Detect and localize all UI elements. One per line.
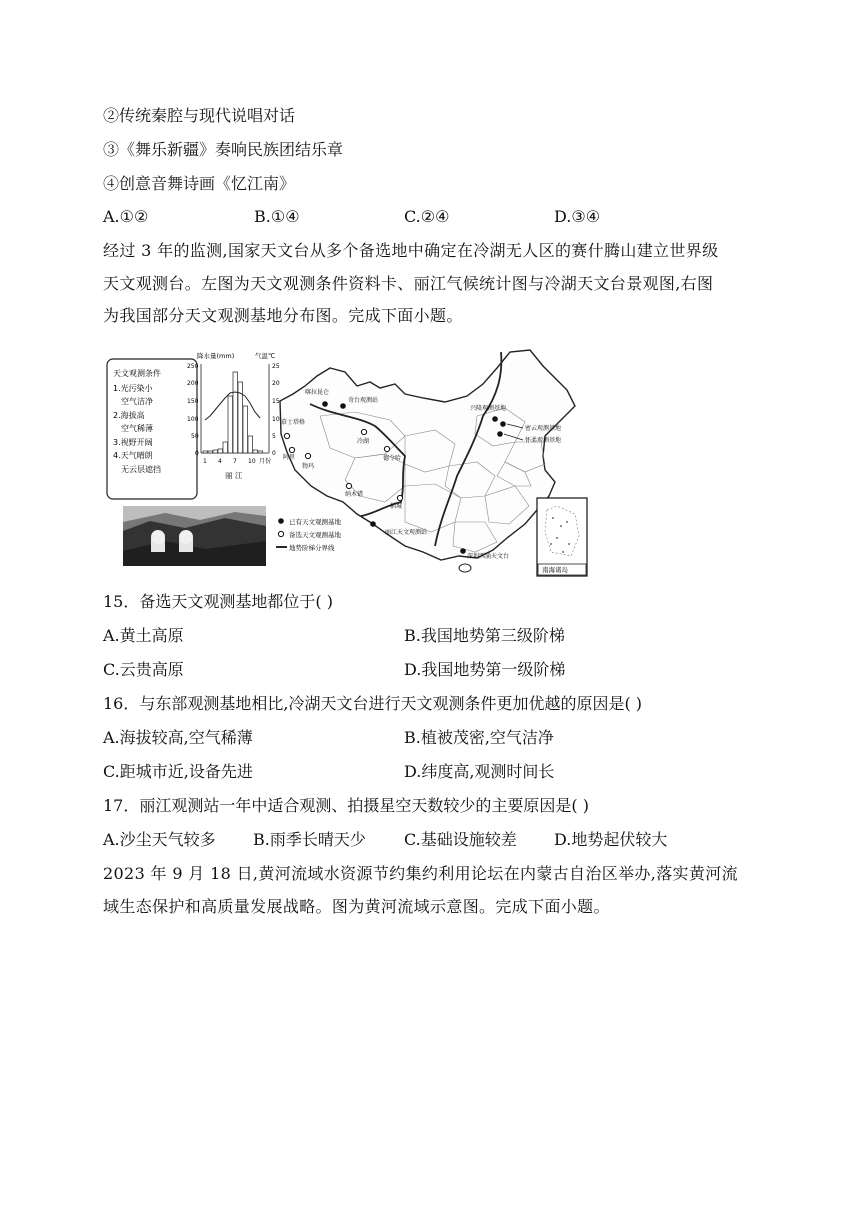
choice-b: B.①④ xyxy=(254,207,300,226)
card-line: 无云层遮挡 xyxy=(121,465,161,474)
bar xyxy=(253,450,258,453)
map-label: 奇台观测站 xyxy=(348,397,379,404)
tick: 25 xyxy=(272,363,280,370)
tick: 7 xyxy=(233,458,237,465)
right-ticks xyxy=(272,363,280,457)
q17-choice-c: C.基础设施较差 xyxy=(404,830,517,849)
bar xyxy=(258,451,263,453)
tick: 250 xyxy=(187,363,199,370)
option-item-2: ②传统秦腔与现代说唱对话 xyxy=(103,106,296,125)
map-label: 纳木错 xyxy=(345,491,364,498)
option-item-3: ③《舞乐新疆》奏响民族团结乐章 xyxy=(103,140,344,159)
bar xyxy=(243,406,248,453)
lenghu-observatory-photo xyxy=(123,506,266,566)
intro-paragraph-1 xyxy=(103,235,759,333)
card-title: 天文观测条件 xyxy=(113,369,161,378)
q16-choice-d: D.纬度高,观测时间长 xyxy=(404,762,555,781)
map-label: 慕士塔格 xyxy=(281,419,306,426)
tick: 15 xyxy=(272,398,280,405)
map-label: 德令哈 xyxy=(383,455,402,462)
lijiang-climate-chart xyxy=(187,351,280,480)
intro-line: 域生态保护和高质量发展战略。图为黄河流域示意图。完成下面小题。 xyxy=(103,896,610,916)
q15-choice-d: D.我国地势第一级阶梯 xyxy=(404,660,566,679)
observation-figure xyxy=(105,346,590,580)
tick: 20 xyxy=(272,380,280,387)
card-line: 空气稀薄 xyxy=(121,424,153,433)
q16-choice-c: C.距城市近,设备先进 xyxy=(103,762,253,781)
tick: 100 xyxy=(187,416,199,423)
card-line: 3.视野开阔 xyxy=(113,438,153,447)
bar xyxy=(218,449,223,453)
q17-choice-a: A.沙尘天气较多 xyxy=(103,830,216,849)
tick: 10 xyxy=(248,458,256,465)
card-line: 4.天气晴朗 xyxy=(113,451,153,460)
question-15-stem: 15．备选天文观测基地都位于( ) xyxy=(103,592,333,611)
card-line: 2.海拔高 xyxy=(113,411,145,420)
map-label: 怀柔观测基地 xyxy=(525,437,562,444)
card-line: 空气洁净 xyxy=(121,397,153,406)
bar xyxy=(203,451,208,453)
tick: 50 xyxy=(191,433,199,440)
choice-d: D.③④ xyxy=(554,207,601,226)
choice-c: C.②④ xyxy=(404,207,450,226)
map-label: 兴隆观测基地 xyxy=(470,405,507,412)
q17-choice-d: D.地势起伏较大 xyxy=(554,830,668,849)
legend-existing: 已有天文观测基地 xyxy=(289,518,341,526)
choice-a: A.①② xyxy=(103,207,149,226)
bar xyxy=(223,442,228,453)
intro-line: 为我国部分天文观测基地分布图。完成下面小题。 xyxy=(103,306,463,325)
tick: 10 xyxy=(272,416,280,423)
bar xyxy=(248,436,253,453)
bar xyxy=(233,372,238,453)
q16-choice-b: B.植被茂密,空气洁净 xyxy=(404,728,554,747)
tick: 0 xyxy=(195,450,199,457)
chart-caption: 丽 江 xyxy=(225,471,243,480)
map-label: 深圳西涌天文台 xyxy=(467,553,510,560)
option-item-4: ④创意音舞诗画《忆江南》 xyxy=(103,174,296,193)
tick: 0 xyxy=(272,450,276,457)
map-label: 喀拉昆仑 xyxy=(305,389,330,396)
tick: 4 xyxy=(218,458,222,465)
intro-line: 经过 3 年的监测,国家天文台从多个备选地中确定在冷湖无人区的赛什腾山建立世界级 xyxy=(103,241,719,260)
map-label: 冷湖 xyxy=(357,438,370,445)
q15-choice-b: B.我国地势第三级阶梯 xyxy=(404,626,565,645)
map-legend xyxy=(276,517,342,552)
tick: 月份 xyxy=(259,458,272,465)
china-map xyxy=(276,350,587,576)
q15-choice-a: A.黄土高原 xyxy=(103,626,184,645)
q15-choice-c: C.云贵高原 xyxy=(103,660,184,679)
tick: 5 xyxy=(272,433,276,440)
question-16-stem: 16．与东部观测基地相比,冷湖天文台进行天文观测条件更加优越的原因是( ) xyxy=(103,694,643,713)
precip-bars xyxy=(203,372,263,453)
map-label: 阿里 xyxy=(283,454,296,461)
card-line: 1.光污染小 xyxy=(113,384,153,393)
question-17-stem: 17．丽江观测站一年中适合观测、拍摄星空天数较少的主要原因是( ) xyxy=(103,796,589,815)
intro-line: 天文观测台。左图为天文观测条件资料卡、丽江气候统计图与冷湖天文台景观图,右图 xyxy=(103,273,714,293)
map-label: 稻城 xyxy=(390,503,403,510)
tick: 1 xyxy=(203,458,207,465)
bar xyxy=(213,450,218,453)
legend-candidate: 备选天文观测基地 xyxy=(289,531,341,539)
q16-choice-a: A.海拔较高,空气稀薄 xyxy=(103,728,253,747)
south-sea-label: 南海诸岛 xyxy=(542,566,568,574)
bar xyxy=(228,396,233,453)
intro-line: 2023 年 9 月 18 日,黄河流域水资源节约集约利用论坛在内蒙古自治区举办,落实黄河流 xyxy=(103,864,738,883)
right-axis-title: 气温℃ xyxy=(255,352,276,360)
intro-paragraph-2 xyxy=(103,858,759,923)
tick: 200 xyxy=(187,380,199,387)
x-ticks xyxy=(203,457,271,465)
bar xyxy=(208,451,213,453)
q17-choice-b: B.雨季长晴天少 xyxy=(253,830,366,849)
south-sea-inset xyxy=(537,498,587,576)
map-label: 密云观测基地 xyxy=(525,425,562,432)
tick: 150 xyxy=(187,398,199,405)
map-label: 丽江天文观测站 xyxy=(385,529,428,536)
map-label: 物玛 xyxy=(302,463,315,470)
legend-boundary: 地势阶梯分界线 xyxy=(289,544,335,552)
map-outline xyxy=(280,350,575,560)
left-axis-title: 降水量(mm) xyxy=(197,352,235,360)
